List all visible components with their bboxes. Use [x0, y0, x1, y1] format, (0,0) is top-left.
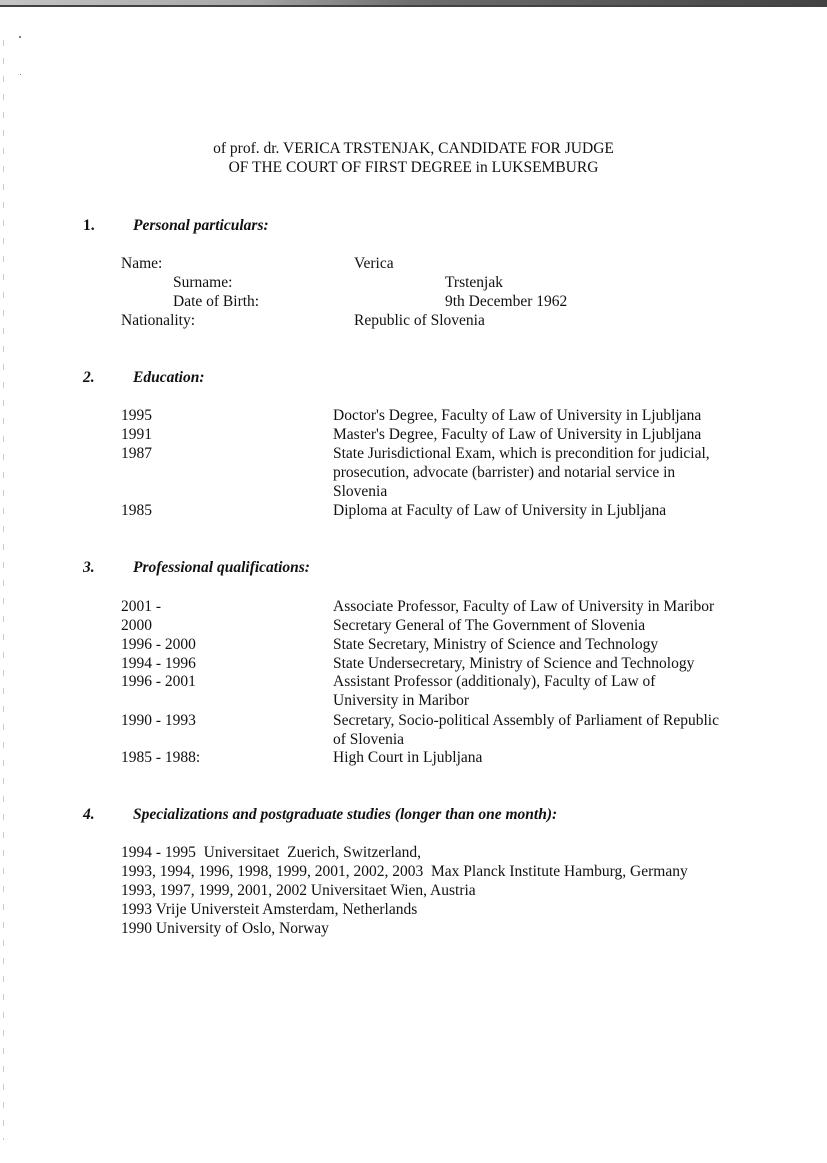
section-title: Professional qualifications: [133, 559, 310, 576]
scan-top-edge [0, 0, 827, 7]
field-label-nationality: Nationality: [121, 312, 196, 329]
section-number: 4. [83, 806, 95, 823]
field-value-nationality: Republic of Slovenia [354, 312, 485, 329]
qualification-entry: State Secretary, Ministry of Science and Technology [333, 636, 659, 653]
specialization-line: 1994 - 1995 Universitaet Zuerich, Switzerland, [121, 844, 422, 861]
education-year: 1991 [121, 426, 152, 443]
section-number: 2. [83, 369, 95, 386]
education-entry: Master's Degree, Faculty of Law of University in Ljubljana [333, 426, 702, 443]
section-number: 1. [83, 217, 95, 234]
field-label-surname: Surname: [173, 274, 233, 291]
specialization-line: 1993, 1997, 1999, 2001, 2002 Universitaet Wien, Austria [121, 882, 476, 899]
qualification-period: 1990 - 1993 [121, 712, 196, 729]
field-label-date-of-birth: Date of Birth: [173, 293, 260, 310]
qualification-entry-continued: University in Maribor [333, 692, 470, 709]
section-title: Specializations and postgraduate studies (longer than one month): [133, 806, 558, 823]
qualification-entry: State Undersecretary, Ministry of Science and Technology [333, 655, 695, 672]
field-value-date-of-birth: 9th December 1962 [445, 293, 568, 310]
field-value-name: Verica [354, 255, 394, 272]
qualification-entry: Secretary General of The Government of Slovenia [333, 617, 646, 634]
education-entry: Diploma at Faculty of Law of University in Ljubljana [333, 502, 667, 519]
education-entry-continued: prosecution, advocate (barrister) and notarial service in [333, 464, 676, 481]
qualification-period: 1996 - 2000 [121, 636, 196, 653]
education-entry: State Jurisdictional Exam, which is precondition for judicial, [333, 445, 710, 462]
section-number: 3. [83, 559, 95, 576]
qualification-period: 2001 - [121, 598, 162, 615]
education-entry-continued: Slovenia [333, 483, 388, 500]
education-year: 1995 [121, 407, 152, 424]
qualification-period: 2000 [121, 617, 152, 634]
qualification-entry-continued: of Slovenia [333, 731, 405, 748]
qualification-entry: Assistant Professor (additionaly), Faculty of Law of [333, 673, 656, 690]
education-year: 1985 [121, 502, 152, 519]
field-label-name: Name: [121, 255, 163, 272]
qualification-period: 1985 - 1988: [121, 749, 201, 766]
section-title: Personal particulars: [133, 217, 269, 234]
field-value-surname: Trstenjak [445, 274, 503, 291]
qualification-entry: Associate Professor, Faculty of Law of University in Maribor [333, 598, 715, 615]
qualification-period: 1996 - 2001 [121, 673, 196, 690]
qualification-entry: High Court in Ljubljana [333, 749, 483, 766]
header-line-1: of prof. dr. VERICA TRSTENJAK, CANDIDATE FOR JUDGE [213, 140, 614, 157]
qualification-entry: Secretary, Socio-political Assembly of Parliament of Republic [333, 712, 719, 729]
scan-speck [20, 74, 21, 75]
specialization-line: 1993, 1994, 1996, 1998, 1999, 2001, 2002, 2003 Max Planck Institute Hamburg, Germany [121, 863, 688, 880]
scan-speck [19, 36, 21, 38]
education-entry: Doctor's Degree, Faculty of Law of University in Ljubljana [333, 407, 702, 424]
education-year: 1987 [121, 445, 152, 462]
specialization-line: 1990 University of Oslo, Norway [121, 920, 329, 937]
specialization-line: 1993 Vrije Universteit Amsterdam, Netherlands [121, 901, 418, 918]
qualification-period: 1994 - 1996 [121, 655, 196, 672]
header-line-2: OF THE COURT OF FIRST DEGREE in LUKSEMBURG [228, 159, 599, 176]
scan-left-edge [3, 40, 4, 1140]
section-title: Education: [133, 369, 205, 386]
